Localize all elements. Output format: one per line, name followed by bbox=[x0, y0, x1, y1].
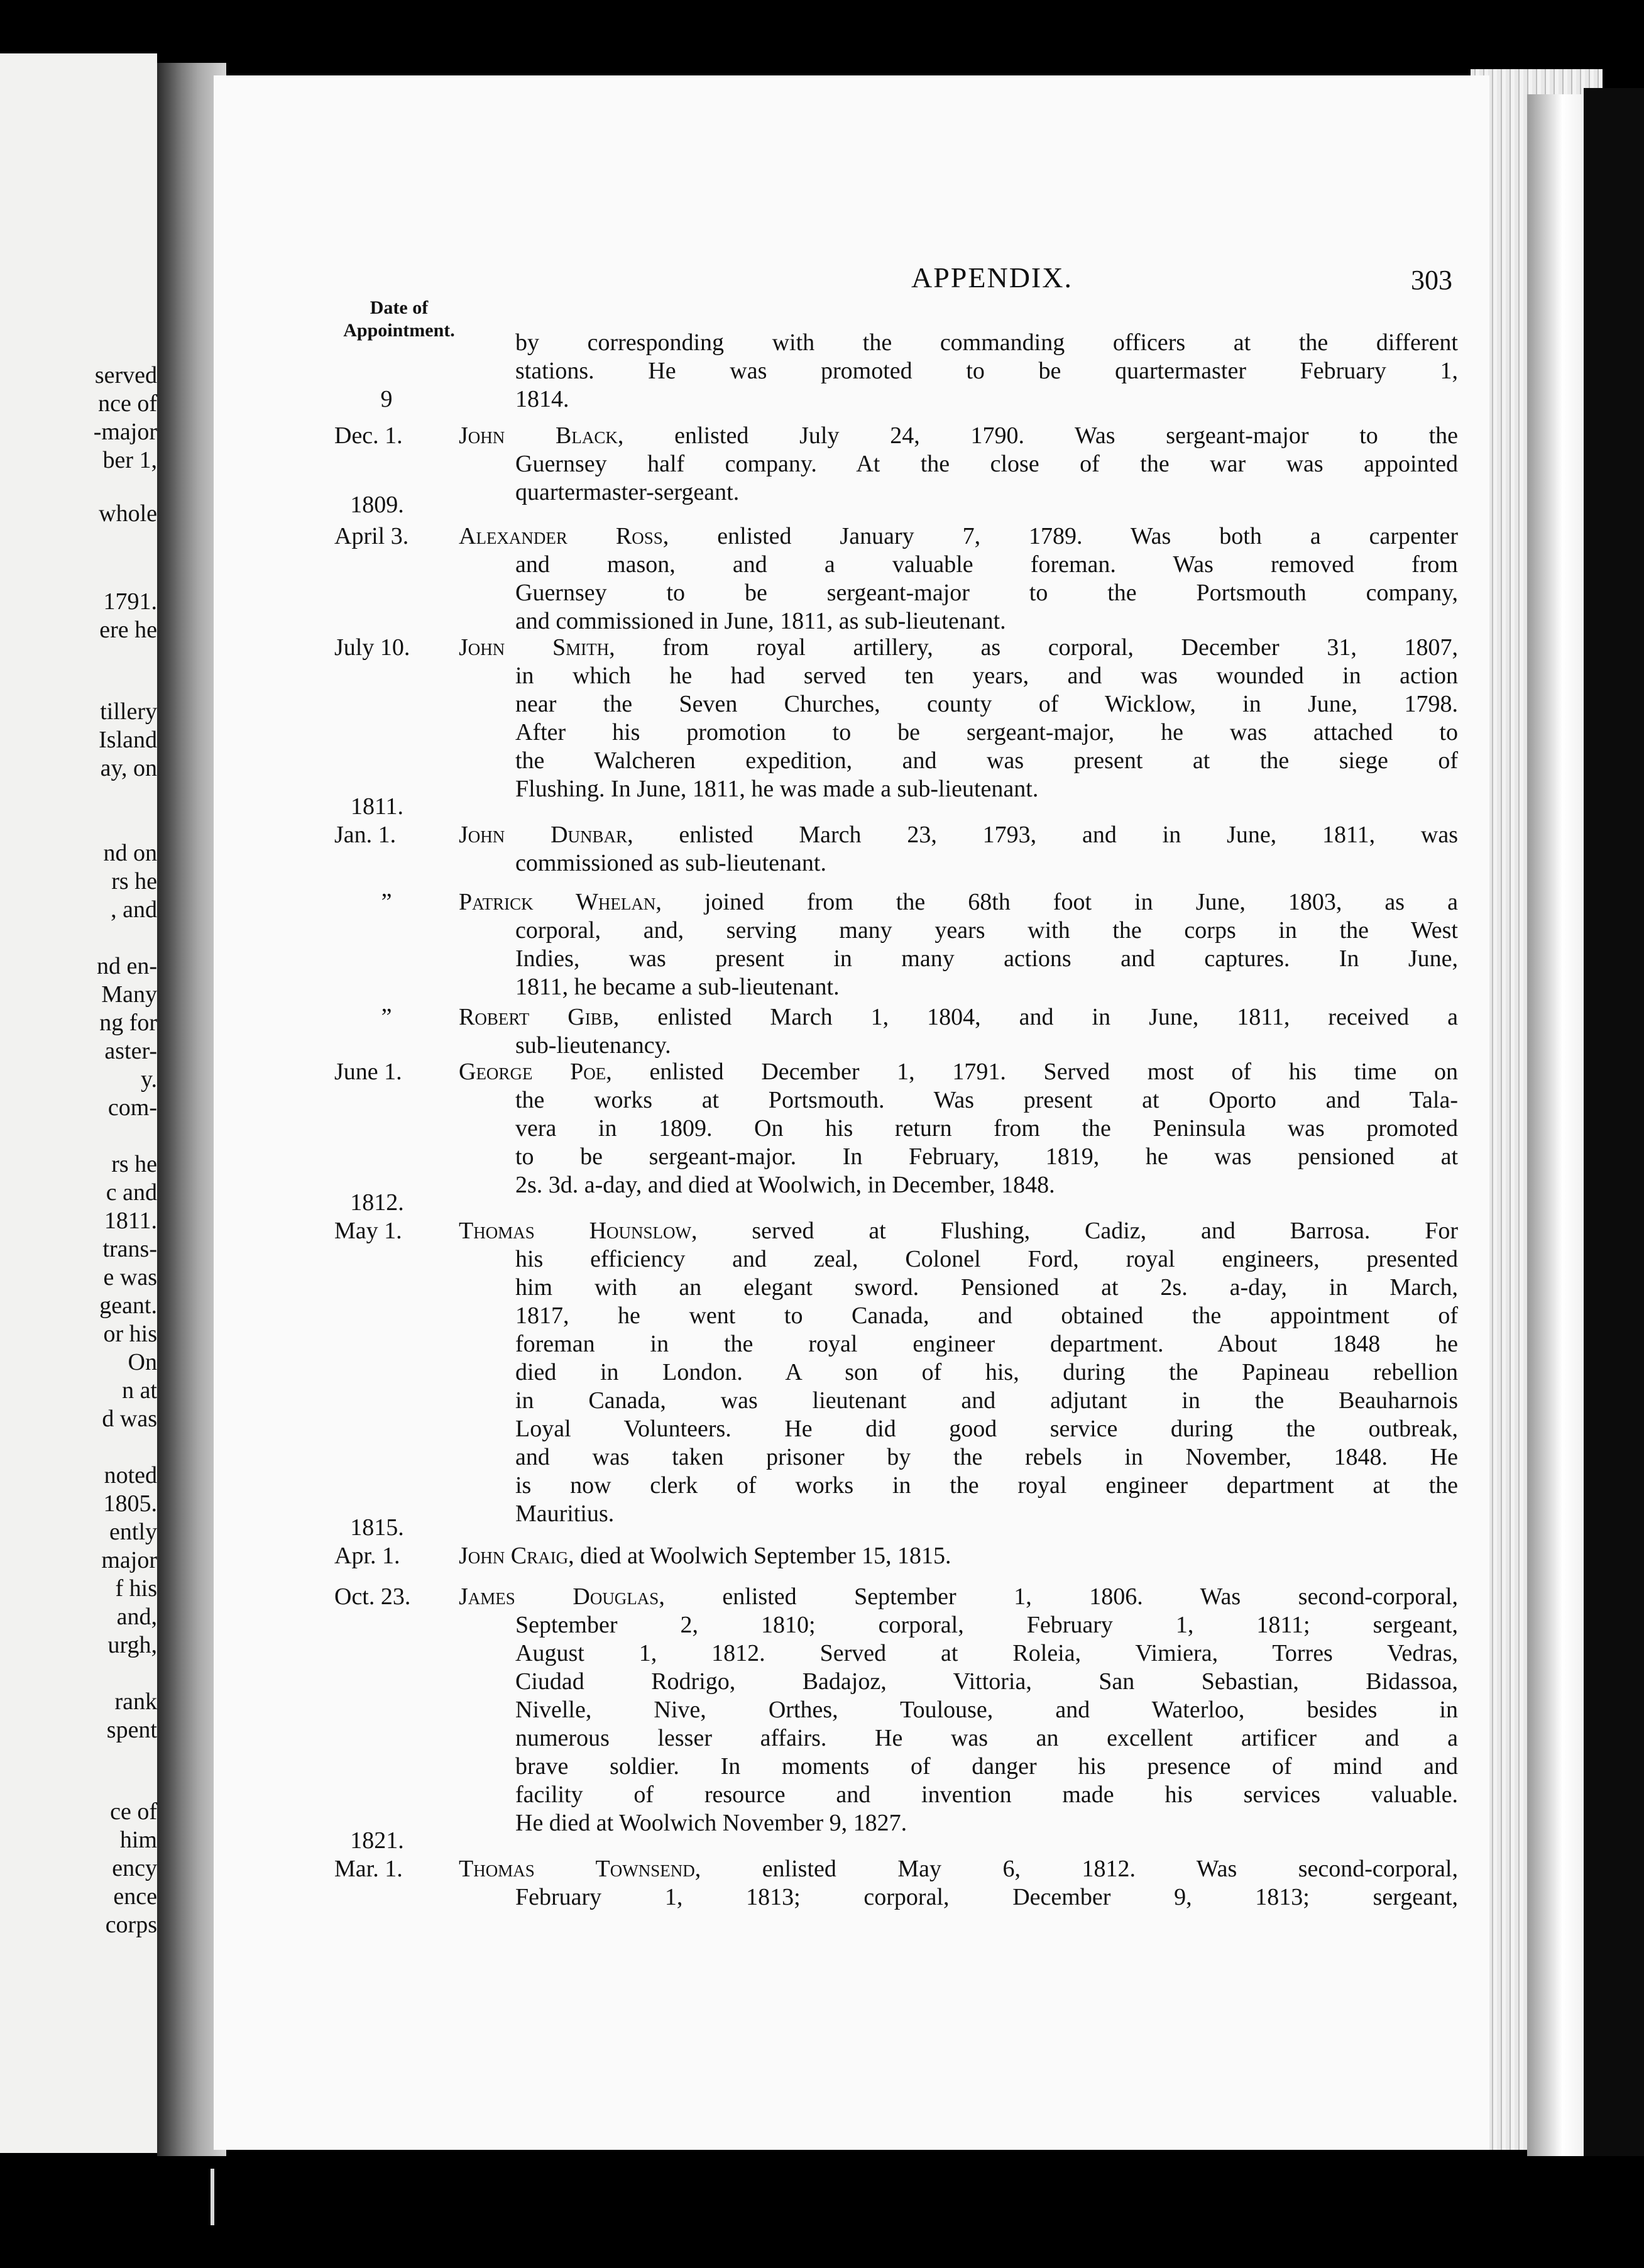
entry-name: James Douglas bbox=[459, 1583, 659, 1610]
text-line bbox=[214, 422, 1489, 450]
text-line bbox=[214, 1302, 1489, 1330]
text-line bbox=[214, 1472, 1489, 1500]
entry-text: , enlisted December 1, 1791. Served most of his time on bbox=[606, 1059, 1459, 1085]
appointment-date: 1821. bbox=[350, 1827, 404, 1854]
entry-continuation-line bbox=[515, 1358, 1458, 1387]
entry-text: September 2, 1810; corporal, February 1, 1811; sergeant, bbox=[515, 1612, 1458, 1638]
facing-page-fragment: ay, on bbox=[100, 755, 157, 781]
entry-continuation-line bbox=[515, 329, 1458, 357]
entry-text: and mason, and a valuable foreman. Was removed from bbox=[515, 551, 1458, 578]
facing-page-fragment: whole bbox=[99, 500, 157, 527]
entry-text: 1814. bbox=[515, 386, 569, 412]
facing-page-fragment: , and bbox=[111, 896, 157, 923]
appointment-date: Jan. 1. bbox=[334, 822, 397, 848]
facing-page-fragment: 1811. bbox=[104, 1208, 157, 1234]
facing-page-fragment: e was bbox=[103, 1264, 157, 1291]
text-line bbox=[214, 1542, 1489, 1570]
entry-text: his efficiency and zeal, Colonel Ford, royal engineers, presented bbox=[515, 1246, 1458, 1272]
facing-page-fragment: c and bbox=[106, 1179, 157, 1206]
entry-text: stations. He was promoted to be quartermaster February 1, bbox=[515, 358, 1458, 384]
entry-continuation-line bbox=[515, 1668, 1458, 1696]
entry-continuation-line bbox=[515, 973, 1458, 1001]
entry-continuation-line bbox=[515, 849, 1458, 878]
entry-text: and was taken prisoner by the rebels in November, 1848. He bbox=[515, 1444, 1458, 1470]
entry-name: Alexander Ross bbox=[459, 523, 663, 549]
text-line bbox=[214, 607, 1489, 636]
entry-continuation-line bbox=[515, 551, 1458, 579]
appointment-date: ” bbox=[381, 889, 392, 915]
appointment-date: 1811. bbox=[350, 793, 404, 820]
entry-continuation-line bbox=[515, 607, 1458, 636]
entry-continuation-line bbox=[515, 1032, 1458, 1060]
appointment-date: Mar. 1. bbox=[334, 1856, 403, 1882]
text-line bbox=[214, 1358, 1489, 1387]
text-line bbox=[214, 1189, 1489, 1217]
appendix-entries bbox=[214, 75, 1489, 2150]
facing-page-fragment: tillery bbox=[100, 698, 157, 725]
text-line bbox=[214, 718, 1489, 747]
entry-continuation-line bbox=[515, 1696, 1458, 1724]
entry-name: Thomas Townsend bbox=[459, 1856, 695, 1882]
text-line bbox=[214, 1827, 1489, 1855]
text-line bbox=[214, 1245, 1489, 1274]
entry-text: 2s. 3d. a-day, and died at Woolwich, in December, 1848. bbox=[515, 1172, 1055, 1198]
page-number: 303 bbox=[1411, 265, 1452, 295]
entry-continuation-line bbox=[515, 917, 1458, 945]
entry-continuation-line bbox=[515, 1639, 1458, 1668]
facing-page-fragment: Many bbox=[101, 981, 157, 1008]
facing-page-fragment: 1791. bbox=[103, 588, 157, 615]
text-line bbox=[214, 1115, 1489, 1143]
text-line bbox=[214, 821, 1489, 849]
text-line bbox=[214, 888, 1489, 917]
text-line bbox=[214, 973, 1489, 1001]
entry-first-line bbox=[459, 1583, 1458, 1611]
date-header-line: Appointment. bbox=[343, 320, 455, 341]
entry-text: Nivelle, Nive, Orthes, Toulouse, and Waterloo, besides in bbox=[515, 1697, 1458, 1723]
entry-text: Guernsey to be sergeant-major to the Portsmouth company, bbox=[515, 580, 1458, 606]
text-line bbox=[214, 1696, 1489, 1724]
entry-text: He died at Woolwich November 9, 1827. bbox=[515, 1810, 907, 1836]
entry-first-line bbox=[459, 888, 1458, 917]
entry-continuation-line bbox=[515, 1143, 1458, 1171]
text-line bbox=[214, 1086, 1489, 1115]
text-line bbox=[214, 690, 1489, 718]
text-line bbox=[214, 1217, 1489, 1245]
entry-text: him with an elegant sword. Pensioned at 2s. a-day, in March, bbox=[515, 1274, 1458, 1301]
entry-first-line bbox=[459, 1542, 1458, 1570]
text-line bbox=[214, 491, 1489, 519]
facing-page-fragment: com- bbox=[107, 1094, 157, 1121]
entry-continuation-line bbox=[515, 579, 1458, 607]
entry-name: John Black bbox=[459, 422, 618, 449]
appointment-date: May 1. bbox=[334, 1218, 402, 1244]
entry-continuation-line bbox=[515, 1753, 1458, 1781]
entry-text: 1811, he became a sub-lieutenant. bbox=[515, 974, 840, 1000]
entry-continuation-line bbox=[515, 1883, 1458, 1912]
appointment-date: April 3. bbox=[334, 523, 409, 549]
entry-text: numerous lesser affairs. He was an excellent artificer and a bbox=[515, 1725, 1458, 1751]
entry-text: , enlisted September 1, 1806. Was second-corporal, bbox=[659, 1583, 1459, 1610]
facing-page-fragment: corps bbox=[105, 1912, 157, 1938]
facing-page-fragment: 1805. bbox=[103, 1490, 157, 1517]
facing-page-fragment: urgh, bbox=[107, 1632, 157, 1658]
entry-first-line bbox=[459, 821, 1458, 849]
entry-text: the Walcheren expedition, and was present at the siege of bbox=[515, 747, 1458, 774]
entry-text: 1817, he went to Canada, and obtained the appointment of bbox=[515, 1302, 1458, 1329]
appointment-date: ” bbox=[381, 1004, 392, 1030]
facing-page-fragment: ere he bbox=[99, 617, 157, 643]
entry-text: to be sergeant-major. In February, 1819, he was pensioned at bbox=[515, 1143, 1458, 1170]
entry-name: John Smith bbox=[459, 634, 610, 661]
entry-continuation-line bbox=[515, 1330, 1458, 1358]
entry-first-line bbox=[459, 634, 1458, 662]
entry-name: John Dunbar bbox=[459, 822, 628, 848]
entry-continuation-line bbox=[515, 1472, 1458, 1500]
entry-continuation-line bbox=[515, 385, 1458, 414]
entry-name: George Poe bbox=[459, 1059, 606, 1085]
entry-text: February 1, 1813; corporal, December 9, 1813; sergeant, bbox=[515, 1884, 1458, 1910]
entry-text: Mauritius. bbox=[515, 1500, 615, 1527]
facing-page-fragment: nd on bbox=[103, 840, 157, 866]
entry-text: facility of resource and invention made his services valuable. bbox=[515, 1781, 1458, 1808]
entry-text: the works at Portsmouth. Was present at Oporto and Tala- bbox=[515, 1087, 1458, 1113]
entry-text: corporal, and, serving many years with the corps in the West bbox=[515, 917, 1458, 944]
appointment-date: July 10. bbox=[334, 634, 410, 661]
entry-continuation-line bbox=[515, 1724, 1458, 1753]
text-line bbox=[214, 945, 1489, 973]
entry-text: sub-lieutenancy. bbox=[515, 1032, 671, 1059]
entry-continuation-line bbox=[515, 357, 1458, 385]
entry-continuation-line bbox=[515, 718, 1458, 747]
facing-page-fragment: On bbox=[128, 1349, 157, 1375]
entry-continuation-line bbox=[515, 945, 1458, 973]
entry-text: in which he had served ten years, and was wounded in action bbox=[515, 663, 1458, 689]
text-line bbox=[214, 522, 1489, 551]
entry-text: quartermaster-sergeant. bbox=[515, 479, 740, 505]
entry-first-line bbox=[459, 1855, 1458, 1883]
text-line bbox=[214, 1753, 1489, 1781]
entry-text: is now clerk of works in the royal engineer department at the bbox=[515, 1472, 1458, 1499]
entry-continuation-line bbox=[515, 1115, 1458, 1143]
entry-continuation-line bbox=[515, 747, 1458, 775]
entry-continuation-line bbox=[515, 1274, 1458, 1302]
entry-continuation-line bbox=[515, 450, 1458, 478]
book-page bbox=[214, 75, 1489, 2150]
text-line bbox=[214, 662, 1489, 690]
facing-page-fragment: or his bbox=[103, 1321, 157, 1347]
facing-page-fragment: nd en- bbox=[96, 953, 157, 979]
entry-text: Ciudad Rodrigo, Badajoz, Vittoria, San Sebastian, Bidassoa, bbox=[515, 1668, 1458, 1695]
entry-text: After his promotion to be sergeant-major, he was attached to bbox=[515, 719, 1458, 746]
text-line bbox=[214, 1143, 1489, 1171]
text-line bbox=[214, 1668, 1489, 1696]
entry-continuation-line bbox=[515, 1415, 1458, 1443]
entry-continuation-line bbox=[515, 690, 1458, 718]
entry-continuation-line bbox=[515, 1443, 1458, 1472]
text-line bbox=[214, 357, 1489, 385]
facing-page-fragment: noted bbox=[104, 1462, 157, 1489]
facing-page-fragment: -major bbox=[93, 419, 157, 445]
facing-page bbox=[0, 53, 157, 2153]
entry-continuation-line bbox=[515, 1245, 1458, 1274]
entry-first-line bbox=[459, 422, 1458, 450]
facing-page-fragment: spent bbox=[106, 1717, 157, 1743]
appointment-date: Oct. 23. bbox=[334, 1583, 411, 1610]
entry-text: August 1, 1812. Served at Roleia, Vimiera, Torres Vedras, bbox=[515, 1640, 1458, 1666]
text-line bbox=[214, 1003, 1489, 1032]
facing-page-fragment: him bbox=[119, 1827, 157, 1853]
facing-page-fragment: major bbox=[101, 1547, 157, 1573]
entry-continuation-line bbox=[515, 1611, 1458, 1639]
entry-continuation-line bbox=[515, 1387, 1458, 1415]
appointment-date: June 1. bbox=[334, 1059, 402, 1085]
text-line bbox=[214, 917, 1489, 945]
entry-text: vera in 1809. On his return from the Peninsula was promoted bbox=[515, 1115, 1458, 1142]
entry-text: , joined from the 68th foot in June, 1803, as a bbox=[655, 889, 1458, 915]
text-line bbox=[214, 1611, 1489, 1639]
text-line bbox=[214, 1514, 1489, 1542]
entry-text: , enlisted May 6, 1812. Was second-corporal, bbox=[694, 1856, 1458, 1882]
entry-text: by corresponding with the commanding officers at the different bbox=[515, 329, 1458, 356]
facing-page-fragment: rs he bbox=[111, 868, 157, 895]
facing-page-fragment: f his bbox=[115, 1575, 157, 1602]
text-line bbox=[214, 1583, 1489, 1611]
scan-artifact bbox=[211, 2169, 214, 2225]
facing-page-fragment: trans- bbox=[102, 1236, 157, 1262]
entry-continuation-line bbox=[515, 1086, 1458, 1115]
entry-text: brave soldier. In moments of danger his presence of mind and bbox=[515, 1753, 1458, 1780]
text-line bbox=[214, 1855, 1489, 1883]
text-line bbox=[214, 1274, 1489, 1302]
text-line bbox=[214, 1883, 1489, 1912]
text-line bbox=[214, 551, 1489, 579]
entry-first-line bbox=[459, 1217, 1458, 1245]
text-line bbox=[214, 1058, 1489, 1086]
entry-first-line bbox=[459, 522, 1458, 551]
entry-text: Indies, was present in many actions and captures. In June, bbox=[515, 945, 1458, 972]
text-line bbox=[214, 329, 1489, 357]
date-header-line: Date of bbox=[370, 297, 429, 318]
entry-text: , enlisted March 23, 1793, and in June, 1811, was bbox=[627, 822, 1458, 848]
entry-text: , enlisted January 7, 1789. Was both a carpenter bbox=[662, 523, 1458, 549]
entry-continuation-line bbox=[515, 1781, 1458, 1809]
text-line bbox=[214, 1330, 1489, 1358]
facing-page-fragment: and, bbox=[116, 1604, 157, 1630]
running-head: APPENDIX. bbox=[911, 261, 1073, 294]
appointment-date: 9 bbox=[380, 386, 393, 412]
text-line bbox=[214, 793, 1489, 821]
entry-continuation-line bbox=[515, 1302, 1458, 1330]
facing-page-fragment: ber 1, bbox=[102, 447, 157, 473]
appointment-date: 1815. bbox=[350, 1514, 404, 1541]
text-line bbox=[214, 450, 1489, 478]
text-line bbox=[214, 385, 1489, 414]
entry-continuation-line bbox=[515, 662, 1458, 690]
entry-text: Loyal Volunteers. He did good service during the outbreak, bbox=[515, 1416, 1458, 1442]
text-line bbox=[214, 849, 1489, 878]
facing-page-fragment: nce of bbox=[98, 390, 157, 417]
facing-page-fragment: ence bbox=[113, 1883, 157, 1910]
entry-text: foreman in the royal engineer department. About 1848 he bbox=[515, 1331, 1458, 1357]
entry-text: , from royal artillery, as corporal, December 31, 1807, bbox=[609, 634, 1458, 661]
facing-page-fragment: Island bbox=[99, 727, 157, 753]
entry-text: , died at Woolwich September 15, 1815. bbox=[568, 1543, 951, 1569]
entry-text: near the Seven Churches, county of Wicklow, in June, 1798. bbox=[515, 691, 1458, 717]
facing-page-fragment: geant. bbox=[99, 1292, 157, 1319]
text-line bbox=[214, 1781, 1489, 1809]
entry-text: , enlisted March 1, 1804, and in June, 1811, received a bbox=[613, 1004, 1458, 1030]
entry-first-line bbox=[459, 1058, 1458, 1086]
entry-text: died in London. A son of his, during the Papineau rebellion bbox=[515, 1359, 1458, 1385]
facing-page-fragment: rs he bbox=[111, 1151, 157, 1177]
entry-name: Thomas Hounslow bbox=[459, 1218, 691, 1244]
text-line bbox=[214, 1387, 1489, 1415]
facing-page-fragment: served bbox=[94, 362, 157, 388]
facing-page-fragment: ng for bbox=[99, 1010, 157, 1036]
entry-text: , enlisted July 24, 1790. Was sergeant-major to the bbox=[617, 422, 1458, 449]
text-line bbox=[214, 634, 1489, 662]
facing-page-fragment: d was bbox=[102, 1406, 157, 1432]
entry-text: commissioned as sub-lieutenant. bbox=[515, 850, 826, 876]
facing-page-fragment: aster- bbox=[104, 1038, 157, 1064]
text-line bbox=[214, 1639, 1489, 1668]
entry-name: Patrick Whelan bbox=[459, 889, 656, 915]
text-line bbox=[214, 1443, 1489, 1472]
facing-page-fragment: y. bbox=[140, 1066, 157, 1093]
appointment-date: Dec. 1. bbox=[334, 422, 403, 449]
facing-page-fragment: rank bbox=[114, 1688, 157, 1715]
entry-text: in Canada, was lieutenant and adjutant in the Beauharnois bbox=[515, 1387, 1458, 1414]
book-cover-edge bbox=[1584, 88, 1644, 2156]
facing-page-fragment: n at bbox=[122, 1377, 157, 1404]
text-line bbox=[214, 1724, 1489, 1753]
entry-text: Flushing. In June, 1811, he was made a sub-lieutenant. bbox=[515, 776, 1039, 802]
text-line bbox=[214, 747, 1489, 775]
text-line bbox=[214, 1032, 1489, 1060]
appointment-date: 1812. bbox=[350, 1189, 404, 1216]
facing-page-fragment: ently bbox=[109, 1519, 157, 1545]
facing-page-fragment: ency bbox=[112, 1855, 157, 1881]
facing-page-text-fragments bbox=[0, 53, 157, 2153]
facing-page-fragment: ce of bbox=[110, 1798, 157, 1825]
text-line bbox=[214, 1415, 1489, 1443]
entry-first-line bbox=[459, 1003, 1458, 1032]
entry-name: John Craig bbox=[459, 1543, 569, 1569]
text-line bbox=[214, 579, 1489, 607]
appointment-date: Apr. 1. bbox=[334, 1543, 400, 1569]
entry-text: , served at Flushing, Cadiz, and Barrosa. For bbox=[691, 1218, 1458, 1244]
entry-text: and commissioned in June, 1811, as sub-lieutenant. bbox=[515, 608, 1006, 634]
appointment-date: 1809. bbox=[350, 492, 404, 518]
entry-name: Robert Gibb bbox=[459, 1004, 613, 1030]
entry-text: Guernsey half company. At the close of the war was appointed bbox=[515, 451, 1458, 477]
